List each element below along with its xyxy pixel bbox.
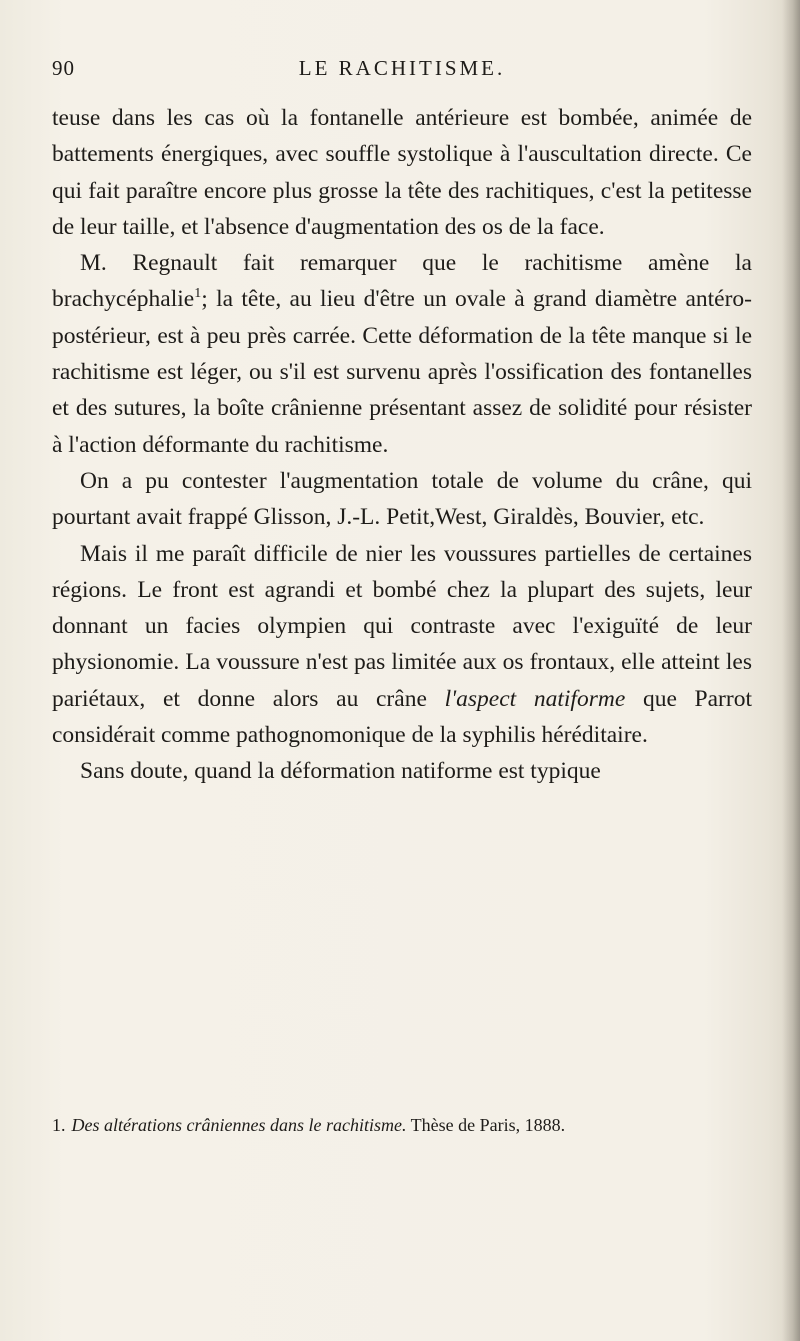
footnote-source: Thèse de Paris, 1888.	[406, 1115, 566, 1135]
paragraph-4	[52, 536, 752, 754]
paragraph-4-text-a: Mais il me paraît difficile de nier les voussures partielles de certaines régions. Le front est agrandi et bombé chez la plupart des sujets, leur donnant un facies olympien qui contraste avec l'exiguïté de leur physionomie. La voussure n'est pas limitée aux os frontaux, elle atteint les pariétaux, et donne alors au crâne	[52, 540, 752, 712]
paragraph-5-text: Sans doute, quand la déformation natiforme est typique	[80, 758, 601, 785]
page-number: 90	[52, 56, 75, 80]
paragraph-5	[52, 753, 752, 789]
italic-term: l'aspect natiforme	[444, 685, 626, 712]
paragraph-3-text: On a pu contester l'augmentation totale de volume du crâne, qui pourtant avait frappé Glisson, J.-L. Petit,West, Giraldès, Bouvier, etc.	[52, 467, 752, 531]
chapter-title: LE RACHITISME.	[298, 56, 506, 80]
running-head	[52, 56, 752, 86]
page-edge-shadow	[782, 0, 800, 1341]
paragraph-2	[52, 245, 752, 463]
footnote-marker: 1.	[52, 1115, 66, 1135]
paragraph-3	[52, 463, 752, 536]
paragraph-1	[52, 100, 752, 245]
footnote	[52, 1112, 752, 1139]
footnote-title: Des altérations crâniennes dans le rachitisme.	[71, 1115, 407, 1135]
paragraph-2-text-a: M. Regnault fait remarquer que le rachitisme amène la brachycéphalie	[52, 250, 752, 313]
body-text	[52, 100, 752, 790]
footnote-reference: 1	[194, 286, 202, 302]
paragraph-1-text: teuse dans les cas où la fontanelle antérieure est bombée, animée de battements énergiques, avec souffle systolique à l'auscultation directe. Ce qui fait paraître encore plus grosse la tête des rachitiques, c'est la petitesse de leur taille, et l'absence d'augmentation des os de la face.	[52, 105, 752, 240]
paragraph-4-text-b: que Parrot considérait comme pathognomonique de la syphilis héréditaire.	[52, 685, 752, 749]
paragraph-2-text-b: ; la tête, au lieu d'être un ovale à grand diamètre antéro-postérieur, est à peu près carrée. Cette déformation de la tête manque si le rachitisme est léger, ou s'il est survenu après l'ossification des fontanelles et des sutures, la boîte crânienne présentant assez de solidité pour résister à l'action déformante du rachitisme.	[52, 286, 752, 458]
